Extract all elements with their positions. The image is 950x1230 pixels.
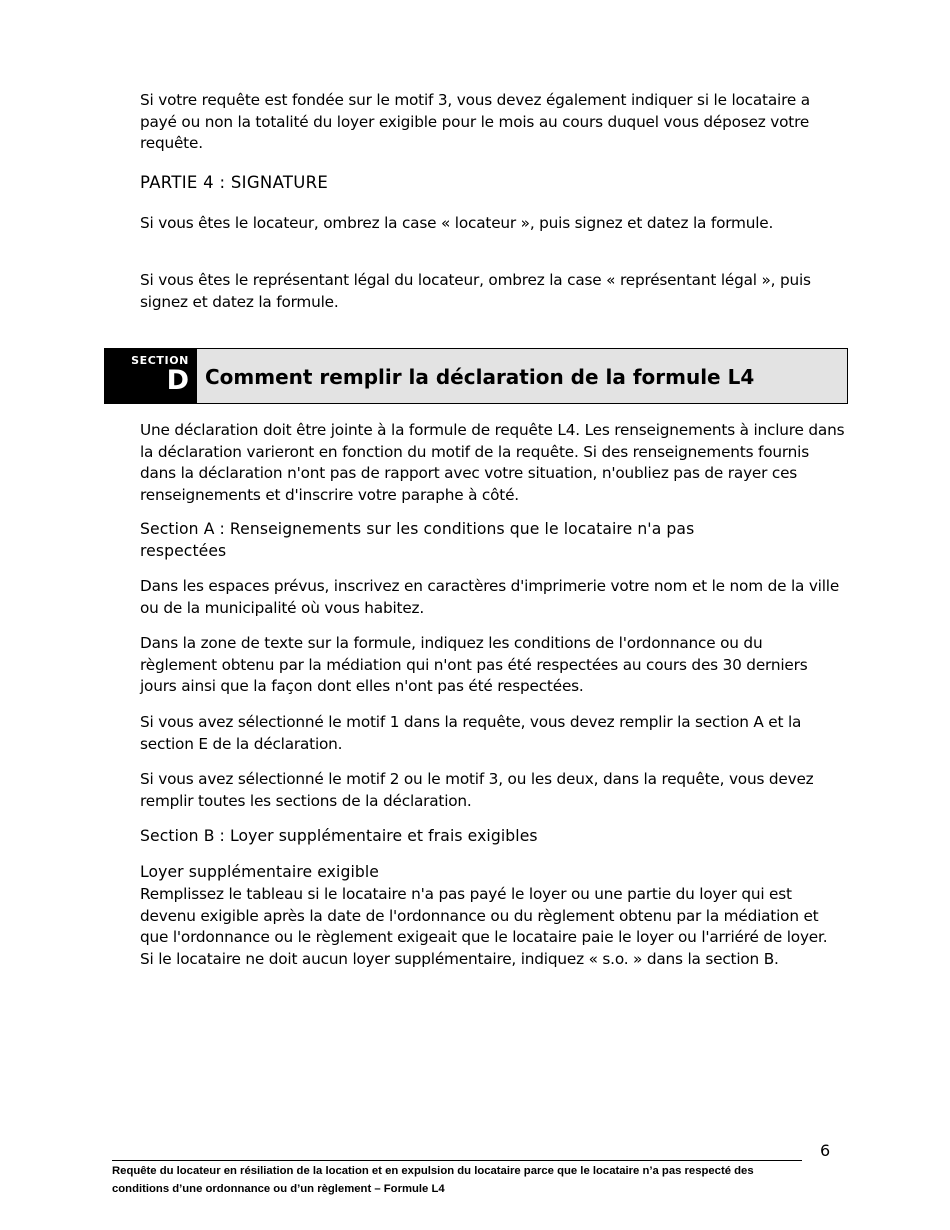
section-label: SECTION [131,354,189,367]
paragraph-section-a-2: Dans la zone de texte sur la formule, indiquez les conditions de l'ordonnance ou du règlement obtenu par la médiation qui n'ont pas été respectées au cours des 30 derniers jours ainsi que la façon dont elles n'ont pas été respectées. [140,634,808,695]
heading-loyer-supplementaire: Loyer supplémentaire exigible [140,863,379,881]
section-d-badge [105,349,197,403]
paragraph-motif3: Si votre requête est fondée sur le motif 3, vous devez également indiquer si le locataire a payé ou non la totalité du loyer exigible pour le mois au cours duquel vous déposez votre requête. [140,91,810,152]
section-title: Comment remplir la déclaration de la formule L4 [205,365,755,389]
heading-section-a: Section A : Renseignements sur les conditions que le locataire n'a pas respectées [140,520,695,560]
paragraph-representant: Si vous êtes le représentant légal du locateur, ombrez la case « représentant légal », puis signez et datez la formule. [140,271,811,311]
heading-partie4: PARTIE 4 : SIGNATURE [140,173,329,192]
paragraph-section-a-4: Si vous avez sélectionné le motif 2 ou le motif 3, ou les deux, dans la requête, vous devez remplir toutes les sections de la déclaration. [140,770,814,810]
paragraph-intro: Une déclaration doit être jointe à la formule de requête L4. Les renseignements à inclure dans la déclaration varieront en fonction du motif de la requête. Si des renseignements fournis dans la déclaration n'ont pas de rapport avec votre situation, n'oubliez pas de rayer ces renseignements et d'inscrire votre paraphe à côté. [140,421,845,504]
paragraph-section-a-1: Dans les espaces prévus, inscrivez en caractères d'imprimerie votre nom et le nom de la ville ou de la municipalité où vous habitez. [140,577,840,617]
footer-text: Requête du locateur en résiliation de la location et en expulsion du locataire parce que le locataire n’a pas respecté des conditions d’une ordonnance ou d’un règlement – Formule L4 [112,1165,754,1195]
footer-divider [112,1160,802,1161]
paragraph-locateur: Si vous êtes le locateur, ombrez la case « locateur », puis signez et datez la formule. [140,214,774,232]
paragraph-section-a-3: Si vous avez sélectionné le motif 1 dans la requête, vous devez remplir la section A et la section E de la déclaration. [140,713,802,753]
heading-section-b: Section B : Loyer supplémentaire et frais exigibles [140,827,538,845]
page-number: 6 [820,1141,831,1160]
section-letter: D [166,365,189,396]
section-d-header [104,348,848,404]
paragraph-loyer: Remplissez le tableau si le locataire n'a pas payé le loyer ou une partie du loyer qui est devenu exigible après la date de l'ordonnance ou du règlement obtenu par la médiation et que l'ordonnance ou le règlement exigeait que le locataire paie le loyer ou l'arriéré de loyer. Si le locataire ne doit aucun loyer supplémentaire, indiquez « s.o. » dans la section B. [140,885,828,968]
